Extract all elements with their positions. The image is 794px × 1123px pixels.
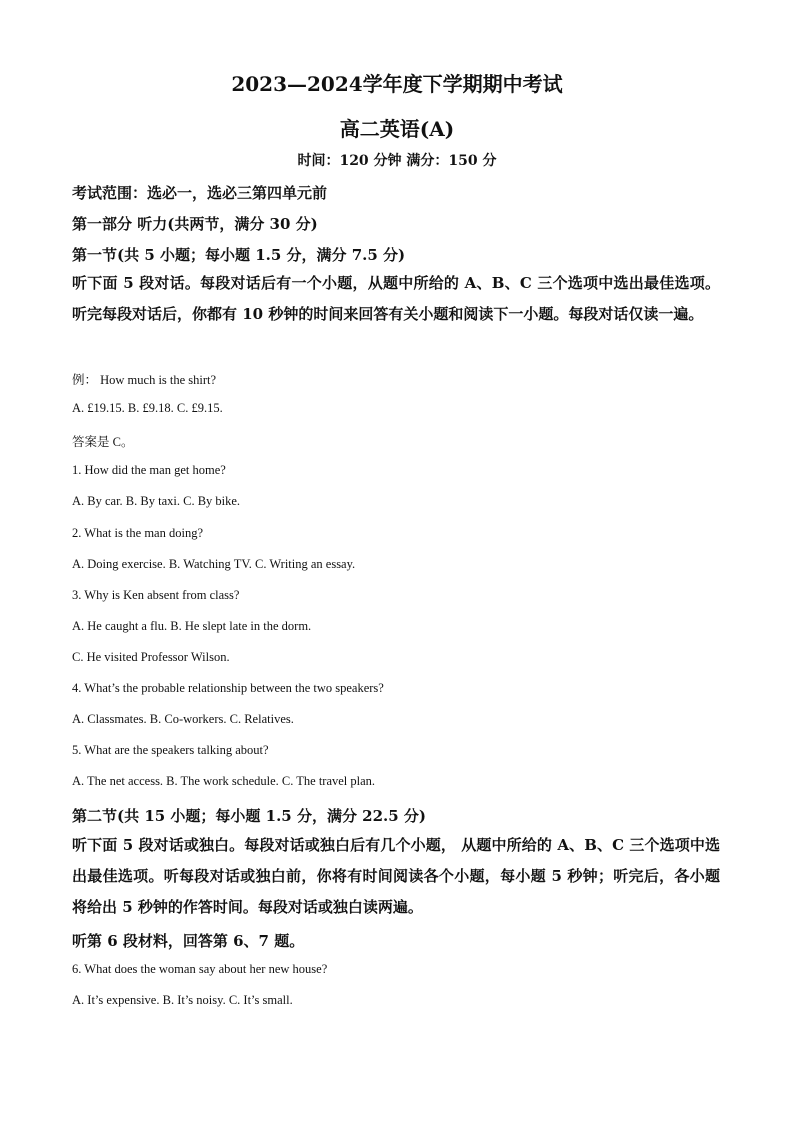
question-1-options: A. By car. B. By taxi. C. By bike. [72,494,241,508]
question-4-options: A. Classmates. B. Co-workers. C. Relatives. [72,712,294,726]
question-6: 6. What does the woman say about her new house? [72,962,328,976]
section2-heading: 第二节(共 15 小题；每小题 1.5 分，满分 22.5 分) [72,807,427,825]
section2-instruction: 听下面 5 段对话或独白。每段对话或独白后有几个小题， 从题中所给的 A、B、C 三个选项中选出最佳选项。听每段对话或独白前，你将有时间阅读各个小题，每小题 5 秒钟；听完后，各小题将给出 5 秒钟的作答时间。每段对话或独白读两遍。 [72,836,720,916]
question-3-options: A. He caught a flu. B. He slept late in the dorm. [72,619,312,633]
question-3-options-extra: C. He visited Professor Wilson. [72,650,230,664]
question-3: 3. Why is Ken absent from class? [72,588,240,602]
exam-scope: 考试范围：选必一，选必三第四单元前 [72,184,328,202]
material-6-heading: 听第 6 段材料，回答第 6、7 题。 [72,932,305,950]
question-5-options: A. The net access. B. The work schedule. C. The travel plan. [72,774,376,788]
question-6-options: A. It’s expensive. B. It’s noisy. C. It’s small. [72,993,293,1007]
example-options: A. £19.15. B. £9.18. C. £9.15. [72,401,223,415]
part1-heading: 第一部分 听力(共两节，满分 30 分) [72,215,318,233]
time-info: 时间：120 分钟 满分：150 分 [297,153,497,169]
example-question: 例： How much is the shirt? [72,373,217,387]
question-1: 1. How did the man get home? [72,463,226,477]
exam-subtitle: 高二英语(A) [339,117,455,141]
exam-title: 2023—2024学年度下学期期中考试 [231,72,563,96]
question-2-options: A. Doing exercise. B. Watching TV. C. Writing an essay. [72,557,356,571]
section1-instruction: 听下面 5 段对话。每段对话后有一个小题，从题中所给的 A、B、C 三个选项中选出最佳选项。听完每段对话后，你都有 10 秒钟的时间来回答有关小题和阅读下一小题。每段对话仅读一遍。 [72,274,720,323]
section1-heading: 第一节(共 5 小题；每小题 1.5 分，满分 7.5 分) [72,246,406,264]
example-answer: 答案是 C。 [72,435,134,449]
question-4: 4. What’s the probable relationship between the two speakers? [72,681,384,695]
question-2: 2. What is the man doing? [72,526,203,540]
question-5: 5. What are the speakers talking about? [72,743,269,757]
